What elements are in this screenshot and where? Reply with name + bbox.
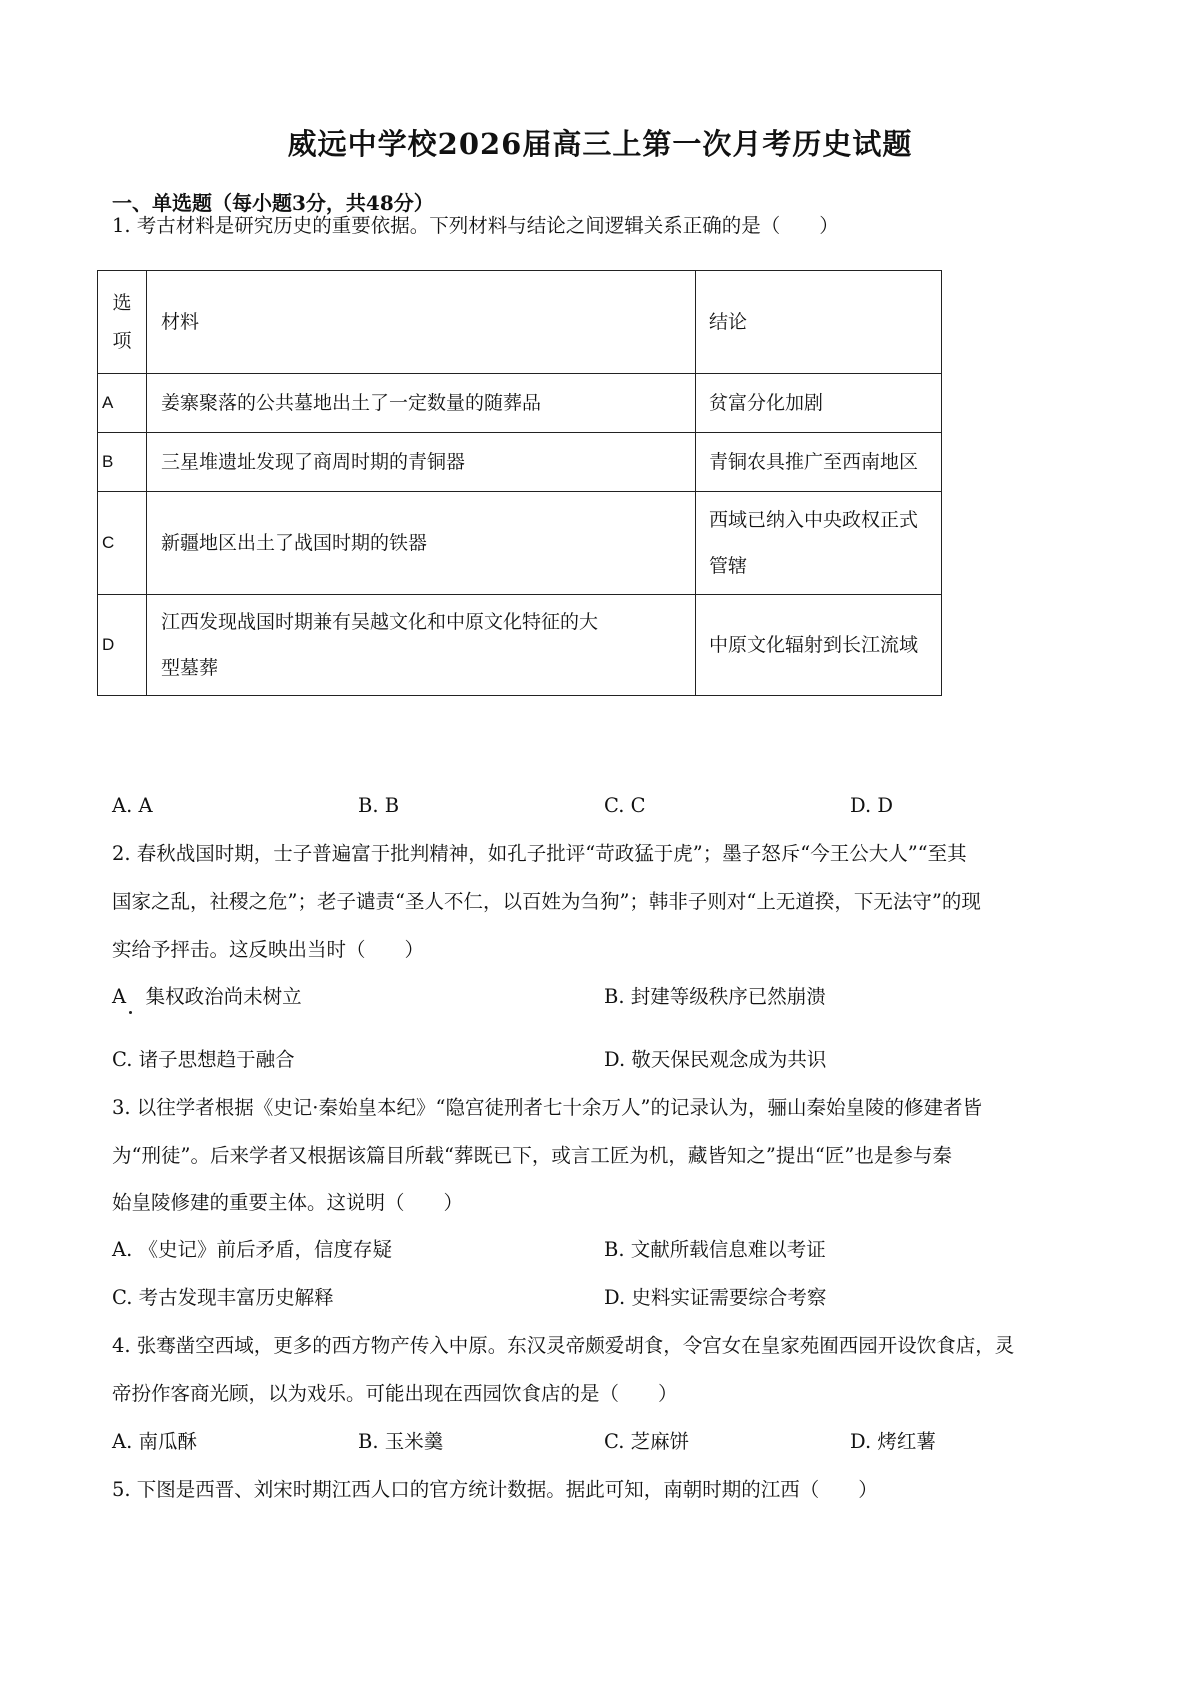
question-2-option-d[interactable]: D. 敬天保民观念成为共识 bbox=[604, 1048, 827, 1071]
question-2-option-c[interactable]: C. 诸子思想趋于融合 bbox=[112, 1048, 295, 1071]
question-2-option-b[interactable]: B. 封建等级秩序已然崩溃 bbox=[604, 985, 826, 1008]
table-cell-conclusion: 中原文化辐射到长江流域 bbox=[696, 595, 942, 696]
question-5-line-1: 5. 下图是西晋、刘宋时期江西人口的官方统计数据。据此可知，南朝时期的江西（ ） bbox=[112, 1478, 878, 1501]
question-3-option-c[interactable]: C. 考古发现丰富历史解释 bbox=[112, 1286, 334, 1309]
option-dot-mark bbox=[129, 1011, 132, 1014]
table-cell-material: 姜寨聚落的公共墓地出土了一定数量的随葬品 bbox=[147, 374, 696, 433]
table-cell-material: 三星堆遗址发现了商周时期的青铜器 bbox=[147, 433, 696, 492]
table-cell-material bbox=[147, 595, 696, 696]
table-cell-option: D bbox=[98, 595, 147, 696]
table-row bbox=[98, 492, 942, 595]
question-4-line-2: 帝扮作客商光顾，以为戏乐。可能出现在西园饮食店的是（ ） bbox=[112, 1382, 678, 1405]
header-option-char-2: 项 bbox=[112, 330, 132, 352]
table-row bbox=[98, 595, 942, 696]
table-cell-material: 新疆地区出土了战国时期的铁器 bbox=[147, 492, 696, 595]
conclusion-line-2: 管辖 bbox=[709, 555, 748, 577]
table-cell-option: C bbox=[98, 492, 147, 595]
question-2-line-3: 实给予抨击。这反映出当时（ ） bbox=[112, 938, 425, 961]
question-1-table bbox=[97, 270, 942, 696]
question-4-option-d[interactable]: D. 烤红薯 bbox=[850, 1430, 936, 1453]
question-3-line-3: 始皇陵修建的重要主体。这说明（ ） bbox=[112, 1191, 464, 1214]
table-cell-option: A bbox=[98, 374, 147, 433]
question-4-option-b[interactable]: B. 玉米羹 bbox=[358, 1430, 444, 1453]
question-1-option-d[interactable]: D. D bbox=[850, 794, 893, 817]
exam-title: 威远中学校2026届高三上第一次月考历史试题 bbox=[287, 127, 913, 161]
table-cell-conclusion bbox=[696, 492, 942, 595]
question-1-option-a[interactable]: A. A bbox=[112, 794, 153, 817]
question-2-line-2: 国家之乱，社稷之危”；老子谴责“圣人不仁，以百姓为刍狗”；韩非子则对“上无道揆，下无法守”的现 bbox=[112, 890, 981, 913]
table-header-material: 材料 bbox=[147, 271, 696, 374]
table-row bbox=[98, 433, 942, 492]
question-1-option-c[interactable]: C. C bbox=[604, 794, 646, 817]
section-heading: 一、单选题（每小题3分，共48分） bbox=[112, 191, 434, 215]
question-4-option-a[interactable]: A. 南瓜酥 bbox=[112, 1430, 197, 1453]
material-line-1: 江西发现战国时期兼有吴越文化和中原文化特征的大 bbox=[161, 611, 599, 633]
table-row bbox=[98, 374, 942, 433]
conclusion-line-1: 西域已纳入中央政权正式 bbox=[709, 509, 919, 531]
material-line-2: 型墓葬 bbox=[161, 657, 219, 679]
question-3-option-a[interactable]: A. 《史记》前后矛盾，信度存疑 bbox=[112, 1238, 392, 1261]
table-header-conclusion: 结论 bbox=[696, 271, 942, 374]
table-header-row bbox=[98, 271, 942, 374]
question-1-option-b[interactable]: B. B bbox=[358, 794, 400, 817]
question-3-option-d[interactable]: D. 史料实证需要综合考察 bbox=[604, 1286, 827, 1309]
question-3-line-2: 为“刑徒”。后来学者又根据该篇目所载“葬既已下，或言工匠为机，藏皆知之”提出“匠”也是参与秦 bbox=[112, 1144, 952, 1167]
question-4-line-1: 4. 张骞凿空西域，更多的西方物产传入中原。东汉灵帝颇爱胡食，令宫女在皇家苑囿西园开设饮食店，灵 bbox=[112, 1334, 1015, 1357]
question-3-option-b[interactable]: B. 文献所载信息难以考证 bbox=[604, 1238, 826, 1261]
table-header-option bbox=[98, 271, 147, 374]
question-4-option-c[interactable]: C. 芝麻饼 bbox=[604, 1430, 690, 1453]
question-2-line-1: 2. 春秋战国时期，士子普遍富于批判精神，如孔子批评“苛政猛于虎”；墨子怒斥“今王公大人”“至其 bbox=[112, 842, 967, 865]
table-cell-conclusion: 青铜农具推广至西南地区 bbox=[696, 433, 942, 492]
question-2-option-a[interactable]: A 集权政治尚未树立 bbox=[112, 985, 302, 1008]
question-1-stem: 1. 考古材料是研究历史的重要依据。下列材料与结论之间逻辑关系正确的是（ ） bbox=[112, 214, 839, 237]
table-cell-conclusion: 贫富分化加剧 bbox=[696, 374, 942, 433]
header-option-char-1: 选 bbox=[112, 292, 132, 314]
table-cell-option: B bbox=[98, 433, 147, 492]
question-3-line-1: 3. 以往学者根据《史记·秦始皇本纪》“隐宫徒刑者七十余万人”的记录认为，骊山秦始皇陵的修建者皆 bbox=[112, 1096, 982, 1119]
